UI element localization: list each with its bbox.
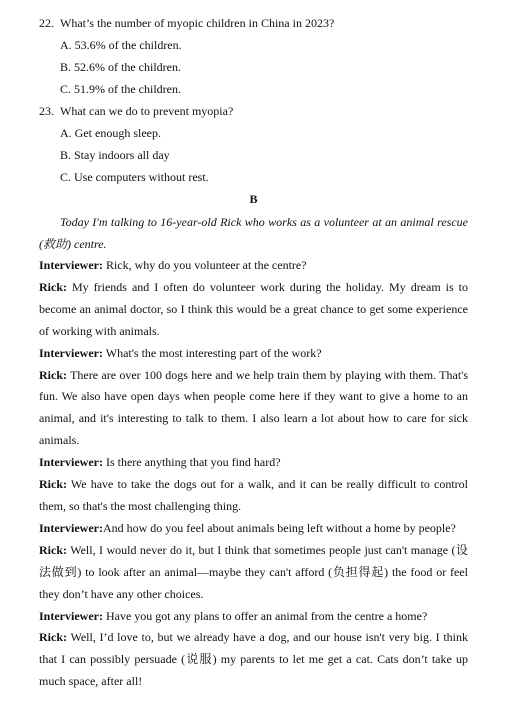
- speaker-label: Rick:: [39, 542, 67, 557]
- question-number: 22.: [39, 16, 54, 30]
- question-text: What can we do to prevent myopia?: [60, 104, 234, 118]
- speaker-label: Interviewer:: [39, 455, 103, 470]
- speaker-label: Interviewer:: [39, 345, 103, 360]
- dialogue-turn: [39, 606, 468, 628]
- passage-intro: Today I'm talking to 16-year-old Rick who works as a volunteer at an animal rescue (救助) centre.: [39, 215, 468, 251]
- turn-text: There are over 100 dogs here and we help train them by playing with them. That's fun. We also have open days when people come here if they want to give a home to an animal, and it's interesting to talk to them. I also learn a lot about how to care for sick animals.: [39, 367, 468, 448]
- dialogue-turn: [39, 627, 468, 693]
- speaker-label: Interviewer:: [39, 520, 103, 535]
- dialogue-turn: [39, 365, 468, 453]
- option-b: B. 52.6% of the children.: [60, 60, 181, 74]
- turn-text: We have to take the dogs out for a walk, and it can be really difficult to control them, so that's the most challenging thing.: [39, 477, 468, 513]
- turn-text: What's the most interesting part of the work?: [102, 345, 322, 360]
- dialogue-turn: [39, 540, 468, 606]
- dialogue-turn: [39, 452, 468, 474]
- dialogue-turn: [39, 255, 468, 277]
- speaker-label: Interviewer:: [39, 258, 103, 272]
- turn-text: And how do you feel about animals being left without a home by people?: [102, 520, 456, 535]
- speaker-label: Interviewer:: [39, 608, 103, 623]
- interview-dialogue: [39, 255, 468, 693]
- speaker-label: Rick:: [39, 630, 67, 645]
- turn-text: Well, I would never do it, but I think that sometimes people just can't manage (设法做到) to look after an animal—maybe they can't afford (负担得起) the food or feel they don’t have any other choices.: [39, 542, 468, 601]
- question-stem: [39, 101, 468, 121]
- turn-text: Have you got any plans to offer an animal from the centre a home?: [102, 608, 428, 623]
- turn-text: My friends and I often do volunteer work during the holiday. My dream is to become an animal doctor, so I think this would be a great chance to get some experience of working with animals.: [39, 279, 468, 338]
- option-c: C. 51.9% of the children.: [60, 82, 181, 96]
- question-stem: [39, 13, 468, 33]
- question-22: [39, 13, 468, 99]
- dialogue-turn: [39, 518, 468, 540]
- section-heading: B: [249, 192, 258, 206]
- speaker-label: Rick:: [39, 477, 67, 492]
- turn-text: Rick, why do you volunteer at the centre?: [102, 258, 307, 272]
- speaker-label: Rick:: [39, 367, 67, 382]
- option-a: A. 53.6% of the children.: [60, 38, 182, 52]
- dialogue-turn: [39, 343, 468, 365]
- option-b: B. Stay indoors all day: [60, 148, 170, 162]
- option-c: C. Use computers without rest.: [60, 170, 209, 184]
- question-number: 23.: [39, 104, 54, 118]
- dialogue-turn: [39, 474, 468, 518]
- question-text: What’s the number of myopic children in China in 2023?: [60, 16, 335, 30]
- option-a: A. Get enough sleep.: [60, 126, 161, 140]
- dialogue-turn: [39, 277, 468, 343]
- question-23: [39, 101, 468, 187]
- turn-text: Well, I’d love to, but we already have a dog, and our house isn't very big. I think that I can possibly persuade (说服) my parents to let me get a cat. Cats don’t take up much space, after all!: [39, 630, 468, 689]
- speaker-label: Rick:: [39, 279, 67, 294]
- turn-text: Is there anything that you find hard?: [102, 455, 281, 470]
